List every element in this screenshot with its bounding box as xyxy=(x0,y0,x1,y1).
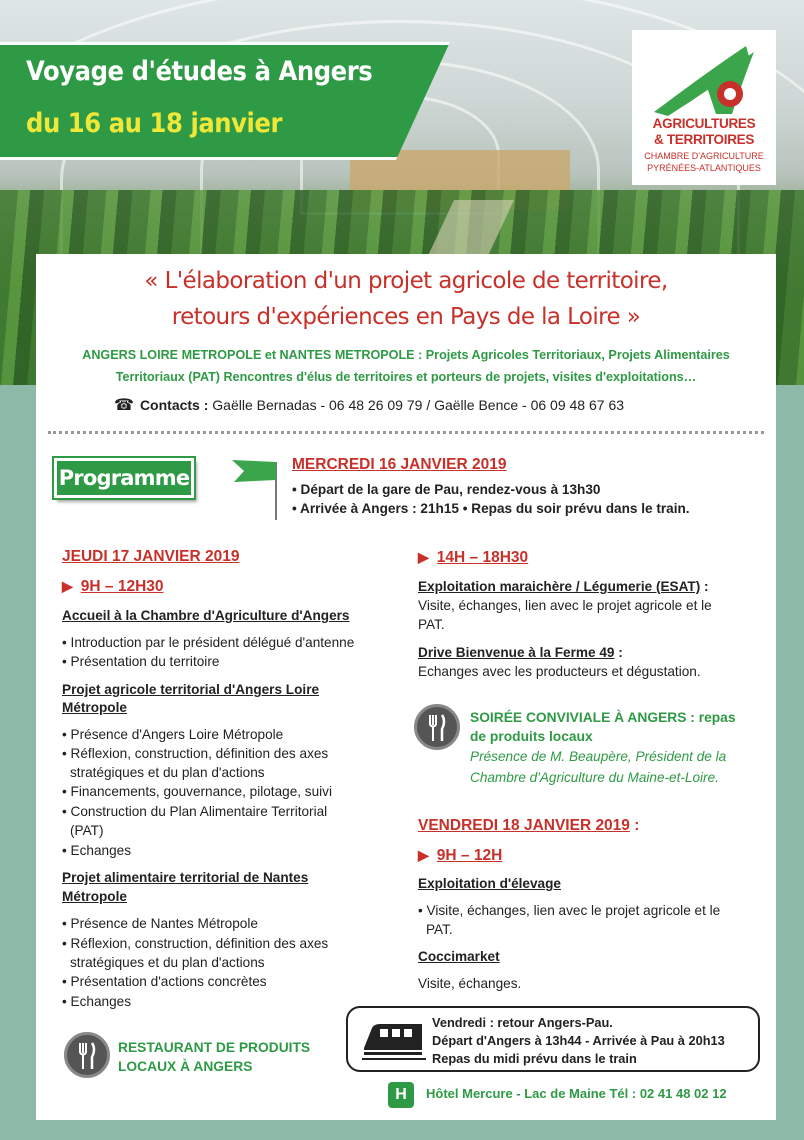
list-item-cont: stratégiques et du plan d'actions xyxy=(70,765,265,780)
play-triangle-icon: ▶ xyxy=(418,847,429,863)
p1-line2: PAT. xyxy=(418,617,445,632)
p2-line1: Echanges avec les producteurs et dégustation. xyxy=(418,664,701,679)
headline-line1: « L'élaboration d'un projet agricole de territoire, xyxy=(144,268,668,294)
e1-line2: PAT. xyxy=(426,922,453,937)
soiree-italic2: Chambre d'Agriculture du Maine-et-Loire. xyxy=(470,770,719,785)
logo-text-territoires: & TERRITOIRES xyxy=(653,132,755,147)
e1-line1: • Visite, échanges, lien avec le projet agricole et le xyxy=(418,903,721,918)
page-title: Voyage d'études à Angers xyxy=(26,56,373,87)
hotel-line: Hôtel Mercure - Lac de Maine Tél : 02 41 48 02 12 xyxy=(426,1086,727,1101)
page-dates: du 16 au 18 janvier xyxy=(26,108,282,139)
list-item: • Présence de Nantes Métropole xyxy=(62,916,258,931)
flag-icon xyxy=(232,456,282,520)
logo-text-department: PYRÉNÉES-ATLANTIQUES xyxy=(647,163,761,173)
list-item: • Présentation du territoire xyxy=(62,654,219,669)
programme-badge: Programme xyxy=(54,458,194,498)
contacts-label: Contacts : xyxy=(139,397,209,413)
train-line1: Vendredi : retour Angers-Pau. xyxy=(432,1015,613,1030)
list-item: • Echanges xyxy=(62,994,131,1009)
list-item: • Réflexion, construction, définition des axes xyxy=(62,936,328,951)
soiree-line1: SOIRÉE CONVIVIALE À ANGERS : repas xyxy=(470,710,736,725)
vendredi-slot-label: 9H – 12H xyxy=(436,847,503,864)
hotel-icon: H xyxy=(388,1082,414,1108)
p1-line1: Visite, échanges, lien avec le projet agricole et le xyxy=(418,598,712,613)
jeudi-slot1-label: 9H – 12H30 xyxy=(80,578,164,595)
list-item-cont: (PAT) xyxy=(70,823,104,838)
play-triangle-icon: ▶ xyxy=(418,549,429,565)
list-item: • Introduction par le président délégué d'antenne xyxy=(62,635,354,650)
vendredi-title-text: VENDREDI 18 JANVIER 2019 xyxy=(418,817,630,834)
e1-heading: Exploitation d'élevage xyxy=(418,876,561,891)
dotted-divider xyxy=(48,431,764,434)
jeudi-s2-heading-l2: Métropole xyxy=(62,700,127,715)
vendredi-slot xyxy=(418,847,502,865)
p1-colon: : xyxy=(700,579,709,594)
headline-line2: retours d'expériences en Pays de la Loire » xyxy=(171,304,641,330)
train-icon xyxy=(362,1018,426,1062)
list-item: • Présentation d'actions concrètes xyxy=(62,974,267,989)
jeudi-s1-heading: Accueil à la Chambre d'Agriculture d'Angers xyxy=(62,608,350,623)
list-item: • Réflexion, construction, définition des axes xyxy=(62,746,328,761)
mercredi-line2: • Arrivée à Angers : 21h15 • Repas du soir prévu dans le train. xyxy=(292,501,690,516)
fork-knife-icon xyxy=(417,707,457,747)
p1-heading xyxy=(418,579,709,594)
list-item-cont: stratégiques et du plan d'actions xyxy=(70,955,265,970)
list-item: • Construction du Plan Alimentaire Territorial xyxy=(62,804,327,819)
cutlery-icon xyxy=(64,1032,110,1078)
cutlery-icon xyxy=(414,704,460,750)
e2-line1: Visite, échanges. xyxy=(418,976,522,991)
contacts-line xyxy=(114,395,624,415)
chambre-agriculture-logo xyxy=(632,30,776,185)
subtitle-line1: ANGERS LOIRE METROPOLE et NANTES METROPOLE : Projets Agricoles Territoriaux, Projets Alimentaires xyxy=(82,348,730,362)
jeudi-s2-heading-l1: Projet agricole territorial d'Angers Loire xyxy=(62,682,320,697)
restaurant-line1: RESTAURANT DE PRODUITS xyxy=(118,1040,311,1055)
p2-colon: : xyxy=(614,645,623,660)
train-line3: Repas du midi prévu dans le train xyxy=(432,1051,637,1066)
list-item: • Financements, gouvernance, pilotage, suivi xyxy=(62,784,332,799)
jeudi-s3-heading-l1: Projet alimentaire territorial de Nantes xyxy=(62,870,309,885)
train-line2: Départ d'Angers à 13h44 - Arrivée à Pau à 20h13 xyxy=(432,1033,725,1048)
list-item: • Echanges xyxy=(62,843,131,858)
play-triangle-icon: ▶ xyxy=(62,578,73,594)
e2-heading: Coccimarket xyxy=(418,949,500,964)
jeudi-slot2-label: 14H – 18H30 xyxy=(436,549,529,566)
p2-heading-text: Drive Bienvenue à la Ferme 49 xyxy=(418,645,615,660)
mercredi-line1: • Départ de la gare de Pau, rendez-vous à 13h30 xyxy=(292,482,601,497)
p1-heading-text: Exploitation maraichère / Légumerie (ESAT) xyxy=(418,579,701,594)
p2-heading xyxy=(418,645,623,660)
vendredi-title xyxy=(418,817,639,835)
soiree-italic1: Présence de M. Beaupère, Président de la xyxy=(470,749,727,764)
jeudi-title: JEUDI 17 JANVIER 2019 xyxy=(62,548,240,565)
vendredi-colon: : xyxy=(629,817,640,834)
soiree-line2: de produits locaux xyxy=(470,729,593,744)
programme-card xyxy=(36,254,776,1120)
logo-mark-icon xyxy=(646,38,766,118)
subtitle-line2: Territoriaux (PAT) Rencontres d'élus de territoires et porteurs de projets, visites d'exploitations… xyxy=(115,370,697,384)
jeudi-slot2 xyxy=(418,549,528,567)
jeudi-slot1 xyxy=(62,578,164,596)
restaurant-line2: LOCAUX À ANGERS xyxy=(118,1059,253,1074)
jeudi-s3-heading-l2: Métropole xyxy=(62,889,127,904)
contacts-value: Gaëlle Bernadas - 06 48 26 09 79 / Gaëlle Bence - 06 09 48 67 63 xyxy=(208,397,625,413)
phone-icon: ☎ xyxy=(114,397,134,414)
logo-text-agricultures: AGRICULTURES xyxy=(652,116,756,131)
logo-text-chambre: CHAMBRE D'AGRICULTURE xyxy=(644,151,764,161)
fork-knife-icon xyxy=(67,1035,107,1075)
list-item: • Présence d'Angers Loire Métropole xyxy=(62,727,283,742)
mercredi-title: MERCREDI 16 JANVIER 2019 xyxy=(292,456,507,473)
train-info-box xyxy=(346,1006,760,1072)
